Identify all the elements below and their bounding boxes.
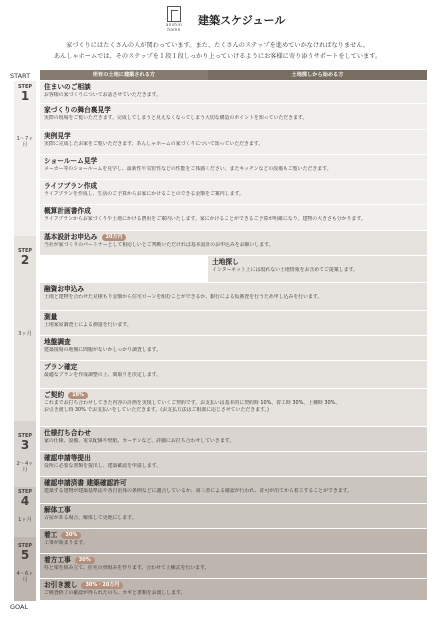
item-description-2: お引き渡し時 30% でお支払いをしていただきます。(お支払方法はご相談に応じさせていただきます。) (44, 407, 269, 413)
payment-badge: 20万円 (102, 234, 127, 241)
schedule-table (40, 70, 427, 600)
goal-label: GOAL (10, 603, 29, 611)
schedule-item (40, 104, 427, 130)
intro-text (0, 40, 435, 62)
schedule-item (40, 311, 427, 336)
item-description: 建築する建物が建築基準法や各自治体の条例などに適合しているか、第三者による確認が行われ、許可が出てから着工することができます。 (44, 488, 353, 494)
step-number: 4 (20, 494, 30, 508)
payment-badge: 30%・20万円 (81, 582, 123, 589)
schedule-item (40, 427, 427, 452)
item-title: 測量 (44, 313, 58, 321)
item-description: ご検査終了の確認が得られたのち、カギと書類をお渡しします。 (44, 590, 186, 596)
item-description: 実際に完成したお家をご覧いただきます。あんしゃホームの家づくりについて知っていただきます。 (44, 141, 264, 147)
payment-badge: 30% (61, 532, 81, 539)
payment-badge: 10% (68, 392, 88, 399)
item-title: ライフプラン作成 (44, 182, 98, 190)
item-title: 実例見学 (44, 132, 71, 140)
schedule-item (40, 180, 427, 205)
item-title: 基本設計お申込み (44, 233, 98, 241)
step-5-marker (14, 543, 36, 561)
item-title: お引き渡し (44, 581, 78, 589)
schedule-item (40, 205, 427, 231)
step-4-marker (14, 489, 36, 507)
schedule-item (40, 155, 427, 180)
item-title: 融資お申込み (44, 285, 85, 293)
schedule-item (40, 477, 427, 504)
brand-name: anshin home (165, 22, 183, 32)
schedule-item (40, 361, 427, 389)
step-number: 1 (20, 89, 30, 103)
item-title: 着方工事 (44, 556, 71, 564)
item-description: 実際の現場をご覧いただきます。完成してしまうと見えなくなってしまう大切な構造のポイントを知っていただきます。 (44, 115, 308, 121)
item-title: 地盤調査 (44, 338, 71, 346)
step-2-marker (14, 248, 36, 266)
step-label: STEP (17, 543, 33, 549)
item-description: 最適なプランを作成調整の上、間取りを決定します。 (44, 372, 161, 378)
page-header (0, 0, 435, 70)
schedule-item (40, 579, 427, 601)
schedule-item (40, 231, 427, 256)
house-logo-icon (167, 6, 181, 22)
step-3-marker (14, 433, 36, 451)
item-title: 着工 (44, 531, 58, 539)
item-title: 解体工事 (44, 506, 71, 514)
schedule-item (40, 81, 427, 104)
item-description: インターネット上には現れない土地情報をお含めてご提案します。 (212, 267, 358, 273)
item-description: 古屋がある場合、解体して更地にします。 (44, 515, 137, 521)
step-number: 3 (20, 438, 30, 452)
item-title: ご契約 (44, 391, 65, 399)
step-band-1 (14, 81, 36, 236)
step-timeline (14, 81, 36, 601)
item-title: 家づくりの舞台裏見学 (44, 106, 111, 114)
schedule-item (208, 256, 427, 283)
item-description: ライフプランを作成し、生活のご予算からお家にかけることのできる金額をご案内します。 (44, 191, 244, 197)
item-title: 確認申請等提出 (44, 454, 91, 462)
step-label: STEP (17, 248, 33, 254)
schedule-item (40, 336, 427, 361)
item-description: 役所に必要な書類を提出し、建築確認を申請します。 (44, 463, 161, 469)
column-header-land-search: 土地探しから始める方 (208, 70, 427, 80)
start-label: START (10, 72, 31, 80)
schedule-item (40, 554, 427, 579)
step-4-duration: 1ヶ月 (18, 517, 32, 523)
item-description: メーカー等のショールームを見学し、最新性や気密性などの性能をご体感ください。またキッチンなどの設備もご覧いただきます。 (44, 166, 332, 172)
step-number: 5 (20, 548, 30, 562)
schedule-item (40, 529, 427, 554)
payment-badge: 30% (75, 557, 95, 564)
company-logo (160, 6, 188, 32)
item-description: 土地と建物を合わせた見積もり金額から住宅ローンを組むことができるか、銀行による仮審査を行うため申し込みを行います。 (44, 294, 323, 300)
item-description: お客様の家づくりについてお話させていただきます。 (44, 92, 161, 98)
item-description: 土地家屋調査士による測量を行います。 (44, 322, 132, 328)
item-title: 住まいのご相談 (44, 83, 91, 91)
schedule-item (40, 283, 427, 311)
item-description: 柱と梁を組み立て、住宅の骨組みを作ります。合わせて上棟式を行います。 (44, 565, 210, 571)
column-header-own-land: 所有の土地に建築される方 (40, 70, 208, 80)
step-1-duration: 1〜7ヶ月 (16, 136, 34, 148)
item-description: 工事が始まります。 (44, 540, 88, 546)
step-label: STEP (17, 489, 33, 495)
item-title: ショールーム見学 (44, 157, 98, 165)
page-title: 建築スケジュール (198, 14, 286, 27)
item-description: これまでお打ち合わせしてきた内容の計画を実現していくご契約です。お支払いは基本的に契約時 10%、着工時 30%、上棟時 30%、 (44, 400, 341, 406)
item-description: 建築現場の地盤に問題がないかしっかり調査します。 (44, 347, 161, 353)
item-title: 土地探し (212, 258, 239, 266)
step-3-duration: 2〜4ヶ月 (16, 461, 34, 473)
intro-line-1: 家づくりにはたくさんの人が関わっています。また、たくさんのステップを進めていかなければなりません。 (66, 42, 369, 49)
step-label: STEP (17, 433, 33, 439)
item-title: 概算計画書作成 (44, 207, 91, 215)
item-title: プラン確定 (44, 363, 78, 371)
step-5-duration: 4〜6ヶ月 (16, 571, 34, 583)
item-description: 当社が家づくりのパートナーとして相応しいとご判断いただければ基本設計のお申込みをお願いします。 (44, 242, 274, 248)
schedule-item (40, 504, 427, 529)
step-label: STEP (17, 84, 33, 90)
schedule-item (40, 389, 427, 427)
schedule-item (40, 452, 427, 477)
schedule-item (40, 130, 427, 155)
item-description: 家の仕様、設備、電気配線や壁紙、カーテンなど、詳細にお打ち合わせしていきます。 (44, 438, 235, 444)
step-band-3 (14, 421, 36, 487)
item-title: 確認申請済書 建築確認許可 (44, 479, 127, 487)
step-number: 2 (20, 253, 30, 267)
item-description: ライフプランからお家づくりや土地にかける費用をご案内いたします。家にかけることができるご予算が明確になり、建物の大きさも分かります。 (44, 216, 366, 222)
step-1-marker (14, 84, 36, 102)
item-title: 仕様打ち合わせ (44, 429, 91, 437)
intro-line-2: あんしゃホームでは、そのステップを１段１段しっかり上っていけるようにお客様に寄り添うサポートをしています。 (53, 53, 382, 60)
step-2-duration: 3ヶ月 (18, 331, 32, 337)
